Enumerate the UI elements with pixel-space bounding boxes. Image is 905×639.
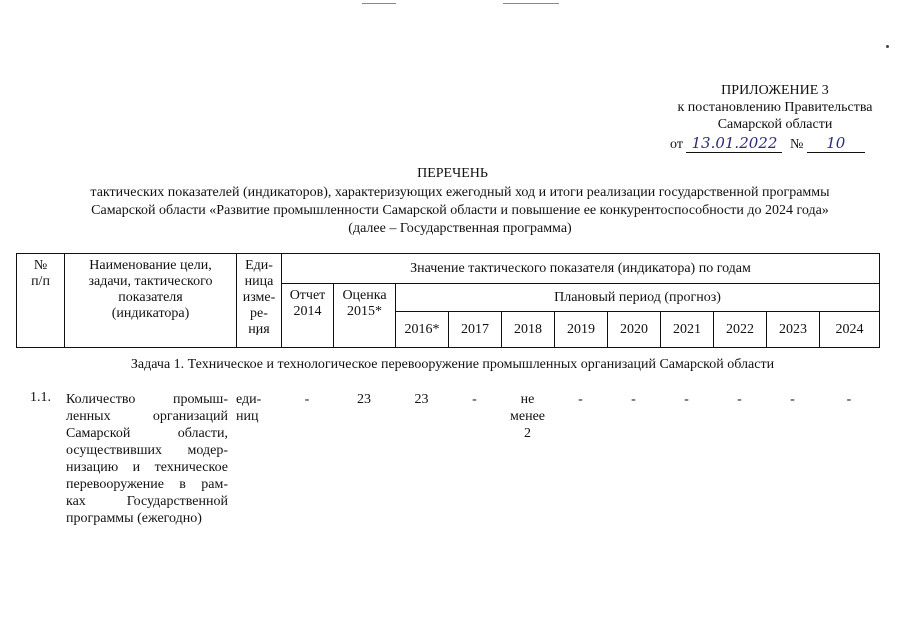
number-value: 10 [807, 134, 865, 153]
value-2016: 23 [414, 392, 429, 407]
header-estimate-2015: Оценка 2015* [334, 284, 396, 348]
row-number: 1.1. [30, 390, 51, 405]
header-report-2014: Отчет 2014 [282, 284, 334, 348]
task-title: Задача 1. Техническое и технологическое перевооружение промышленных организаций Самарской области [130, 357, 775, 372]
header-year: 2024 [820, 312, 880, 348]
row-indicator-name: Количество промыш- ленных организаций Самарской области, осуществивших модер- низацию и техническое перевооружение в рам- ках Государственной программы (ежегодно) [66, 392, 228, 526]
value-2019: - [578, 392, 583, 407]
description-line: (далее – Государственная программа) [348, 221, 572, 236]
appendix-line2: к постановлению Правительства [677, 100, 873, 115]
header-year: 2020 [608, 312, 661, 348]
header-year: 2016* [396, 312, 449, 348]
value-report-2014: - [304, 392, 310, 407]
appendix-line3: Самарской области [717, 117, 833, 132]
value-estimate-2015: 23 [357, 392, 371, 407]
appendix-block [610, 82, 905, 133]
header-plan-group: Плановый период (прогноз) [396, 284, 880, 312]
header-year: 2017 [449, 312, 502, 348]
value-2018: не менее 2 [510, 392, 545, 441]
description-line: тактических показателей (индикаторов), характеризующих ежегодный ход и итоги реализации государственной программы [90, 185, 830, 200]
value-2022: - [737, 392, 742, 407]
description-line: Самарской области «Развитие промышленности Самарской области и повышение ее конкурентоспособности до 2024 года» [91, 203, 829, 218]
appendix-date-line [670, 134, 880, 153]
header-name: Наименование цели, задачи, тактического показателя (индикатора) [65, 254, 237, 348]
header-unit: Еди- ница изме- ре- ния [237, 254, 282, 348]
scan-speck [886, 45, 889, 48]
header-value-group: Значение тактического показателя (индикатора) по годам [282, 254, 880, 284]
date-prefix: от [670, 137, 683, 152]
value-2021: - [684, 392, 689, 407]
indicators-table-header [16, 253, 880, 348]
number-prefix: № [789, 137, 804, 152]
scan-artifact-line [503, 3, 559, 4]
value-2017: - [472, 392, 477, 407]
header-year: 2021 [661, 312, 714, 348]
row-unit: еди- ниц [236, 392, 262, 424]
scan-artifact-line [362, 3, 396, 4]
value-2020: - [631, 392, 636, 407]
header-year: 2022 [714, 312, 767, 348]
header-year: 2018 [502, 312, 555, 348]
date-value: 13.01.2022 [686, 134, 782, 153]
document-description [40, 184, 880, 238]
header-year: 2023 [767, 312, 820, 348]
value-2024: - [846, 392, 852, 407]
header-year: 2019 [555, 312, 608, 348]
value-2023: - [790, 392, 795, 407]
appendix-title: ПРИЛОЖЕНИЕ 3 [721, 83, 829, 98]
header-num: № п/п [17, 254, 65, 348]
document-title: ПЕРЕЧЕНЬ [417, 166, 488, 181]
